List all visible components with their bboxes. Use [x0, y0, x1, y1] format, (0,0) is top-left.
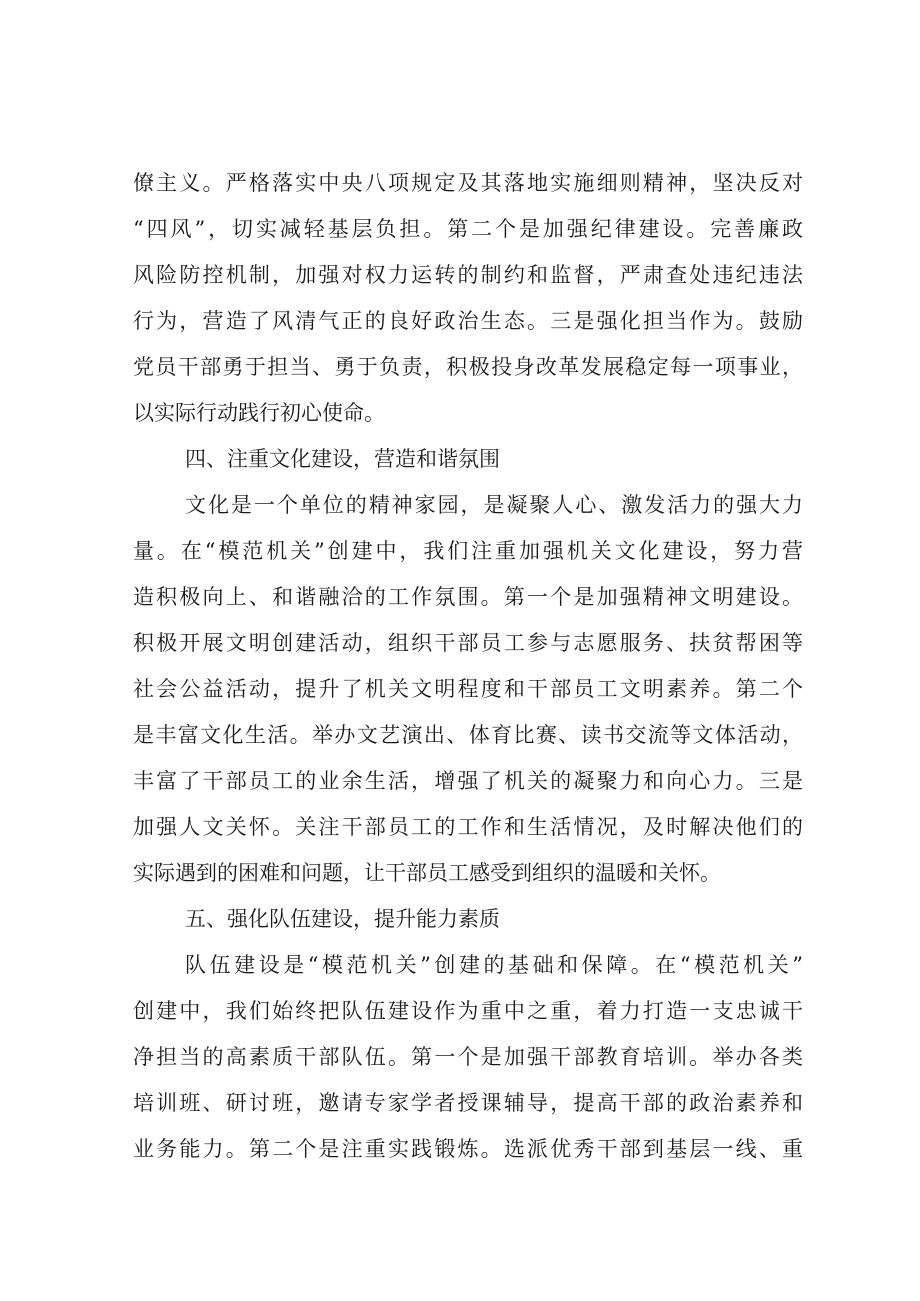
section-heading: 五、强化队伍建设，提升能力素质: [185, 907, 500, 931]
paragraph-line: 僚主义。严格落实中央八项规定及其落地实施细则精神，坚决反对: [133, 171, 803, 195]
paragraph-line: 业务能力。第二个是注重实践锻炼。选派优秀干部到基层一线、重: [133, 1137, 803, 1161]
paragraph-line: 文化是一个单位的精神家园，是凝聚人心、激发活力的强大力: [185, 493, 803, 517]
paragraph-line: 量。在“模范机关”创建中，我们注重加强机关文化建设，努力营: [133, 539, 803, 563]
paragraph-line: 创建中，我们始终把队伍建设作为重中之重，着力打造一支忠诚干: [133, 999, 803, 1023]
paragraph-line: 是丰富文化生活。举办文艺演出、体育比赛、读书交流等文体活动，: [133, 723, 803, 747]
paragraph-line: 风险防控机制，加强对权力运转的制约和监督，严肃查处违纪违法: [133, 263, 803, 287]
paragraph-line: 以实际行动践行初心使命。: [133, 401, 385, 425]
paragraph-line: 队伍建设是“模范机关”创建的基础和保障。在“模范机关”: [185, 953, 803, 977]
paragraph-line: 实际遇到的困难和问题，让干部员工感受到组织的温暖和关怀。: [133, 861, 721, 885]
paragraph-line: “四风”，切实减轻基层负担。第二个是加强纪律建设。完善廉政: [133, 217, 803, 241]
paragraph-line: 净担当的高素质干部队伍。第一个是加强干部教育培训。举办各类: [133, 1045, 803, 1069]
section-heading: 四、注重文化建设，营造和谐氛围: [185, 447, 500, 471]
paragraph-line: 造积极向上、和谐融洽的工作氛围。第一个是加强精神文明建设。: [133, 585, 803, 609]
paragraph-line: 培训班、研讨班，邀请专家学者授课辅导，提高干部的政治素养和: [133, 1091, 803, 1115]
document-body: [133, 160, 803, 1172]
paragraph-line: 丰富了干部员工的业余生活，增强了机关的凝聚力和向心力。三是: [133, 769, 803, 793]
paragraph-line: 行为，营造了风清气正的良好政治生态。三是强化担当作为。鼓励: [133, 309, 803, 333]
paragraph-line: 社会公益活动，提升了机关文明程度和干部员工文明素养。第二个: [133, 677, 803, 701]
paragraph-line: 加强人文关怀。关注干部员工的工作和生活情况，及时解决他们的: [133, 815, 803, 839]
paragraph-line: 积极开展文明创建活动，组织干部员工参与志愿服务、扶贫帮困等: [133, 631, 803, 655]
paragraph-line: 党员干部勇于担当、勇于负责，积极投身改革发展稳定每一项事业，: [133, 355, 803, 379]
